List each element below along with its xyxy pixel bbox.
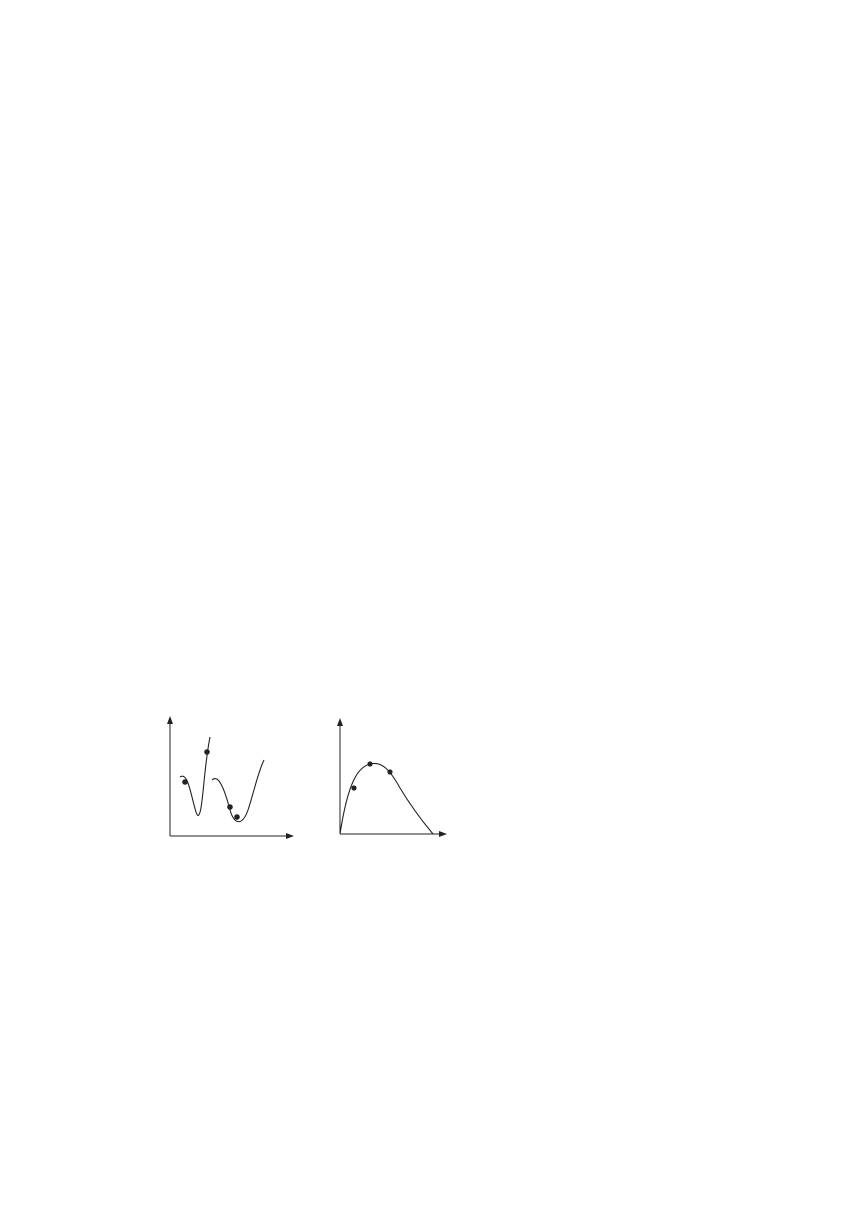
- figure-1: [140, 712, 310, 876]
- figure-2: [318, 712, 478, 876]
- figure-3-bar-chart: [494, 712, 744, 876]
